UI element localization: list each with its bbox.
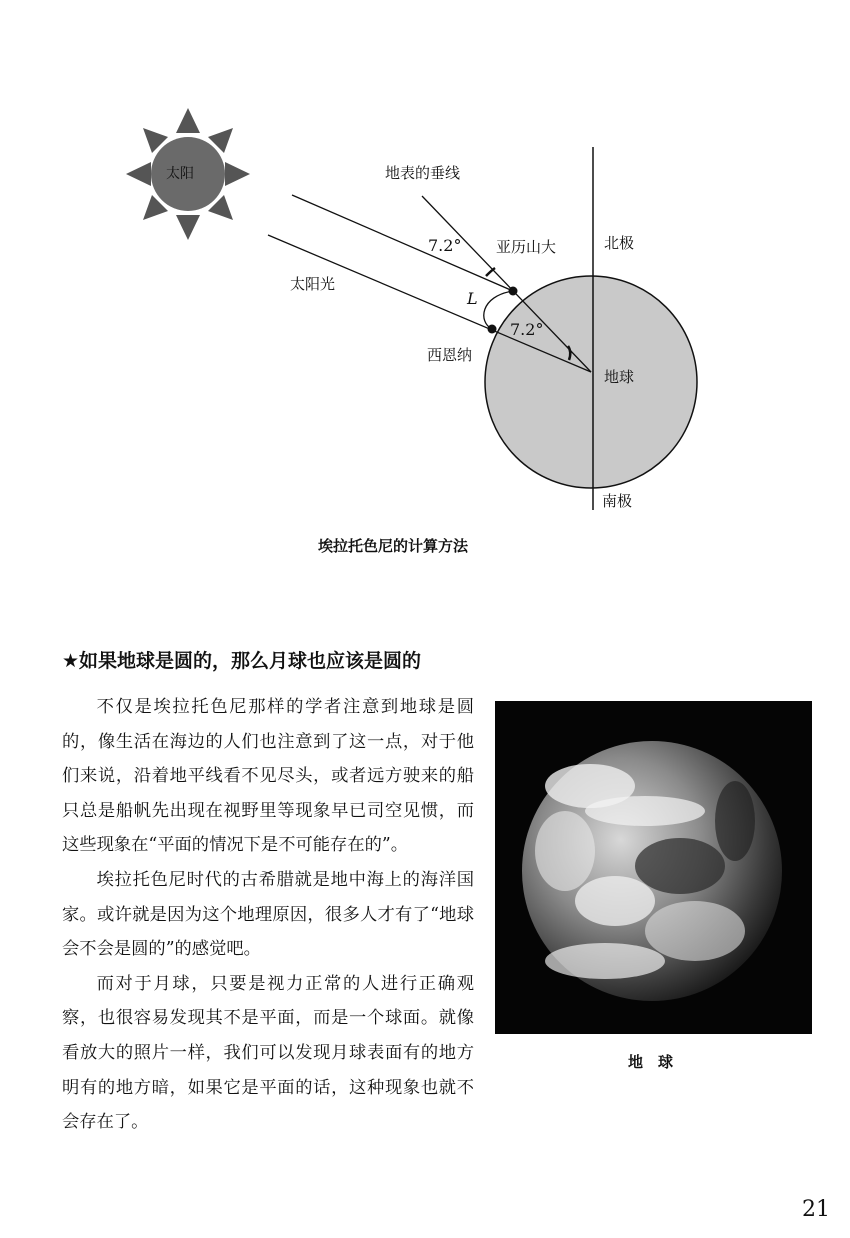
angle-arc-top	[486, 268, 495, 276]
photo-caption: 地 球	[628, 1053, 674, 1071]
section-title: ★如果地球是圆的，那么月球也应该是圆的	[62, 650, 422, 672]
earth-label: 地球	[604, 368, 635, 386]
diagram-caption: 埃拉托色尼的计算方法	[318, 537, 469, 555]
alexandria-label: 亚历山大	[496, 238, 557, 256]
paragraph: 而对于月球，只要是视力正常的人进行正确观察，也很容易发现其不是平面，而是一个球面。就像看放大的照片一样，我们可以发现月球表面有的地方明有的地方暗，如果它是平面的话，这种现象也就不会存在了。	[62, 973, 474, 1133]
angle-center-label: 7.2°	[510, 320, 544, 339]
earth-circle	[485, 276, 697, 488]
page-number: 21	[802, 1197, 830, 1222]
arc-l-label: L	[467, 289, 478, 308]
sun-label: 太阳	[166, 166, 194, 182]
alexandria-dot	[509, 287, 518, 296]
vertical-line-label: 地表的垂线	[385, 164, 461, 182]
paragraph: 不仅是埃拉托色尼那样的学者注意到地球是圆的，像生活在海边的人们也注意到了这一点，对于他们来说，沿着地平线看不见尽头，或者远方驶来的船只总是船帆先出现在视野里等现象早已司空见惯，而这些现象在“平面的情况下是不可能存在的”。	[62, 697, 474, 856]
paragraph: 埃拉托色尼时代的古希腊就是地中海上的海洋国家。或许就是因为这个地理原因，很多人才有了“地球会不会是圆的”的感觉吧。	[62, 869, 474, 960]
syene-dot	[488, 325, 497, 334]
sunlight-label: 太阳光	[290, 275, 336, 293]
south-pole-label: 南极	[602, 492, 633, 510]
body-text	[62, 690, 474, 1140]
syene-label: 西恩纳	[427, 346, 473, 364]
earth-photo	[495, 701, 812, 1034]
angle-top-label: 7.2°	[428, 236, 462, 255]
eratosthenes-diagram	[0, 0, 850, 600]
north-pole-label: 北极	[604, 234, 635, 252]
